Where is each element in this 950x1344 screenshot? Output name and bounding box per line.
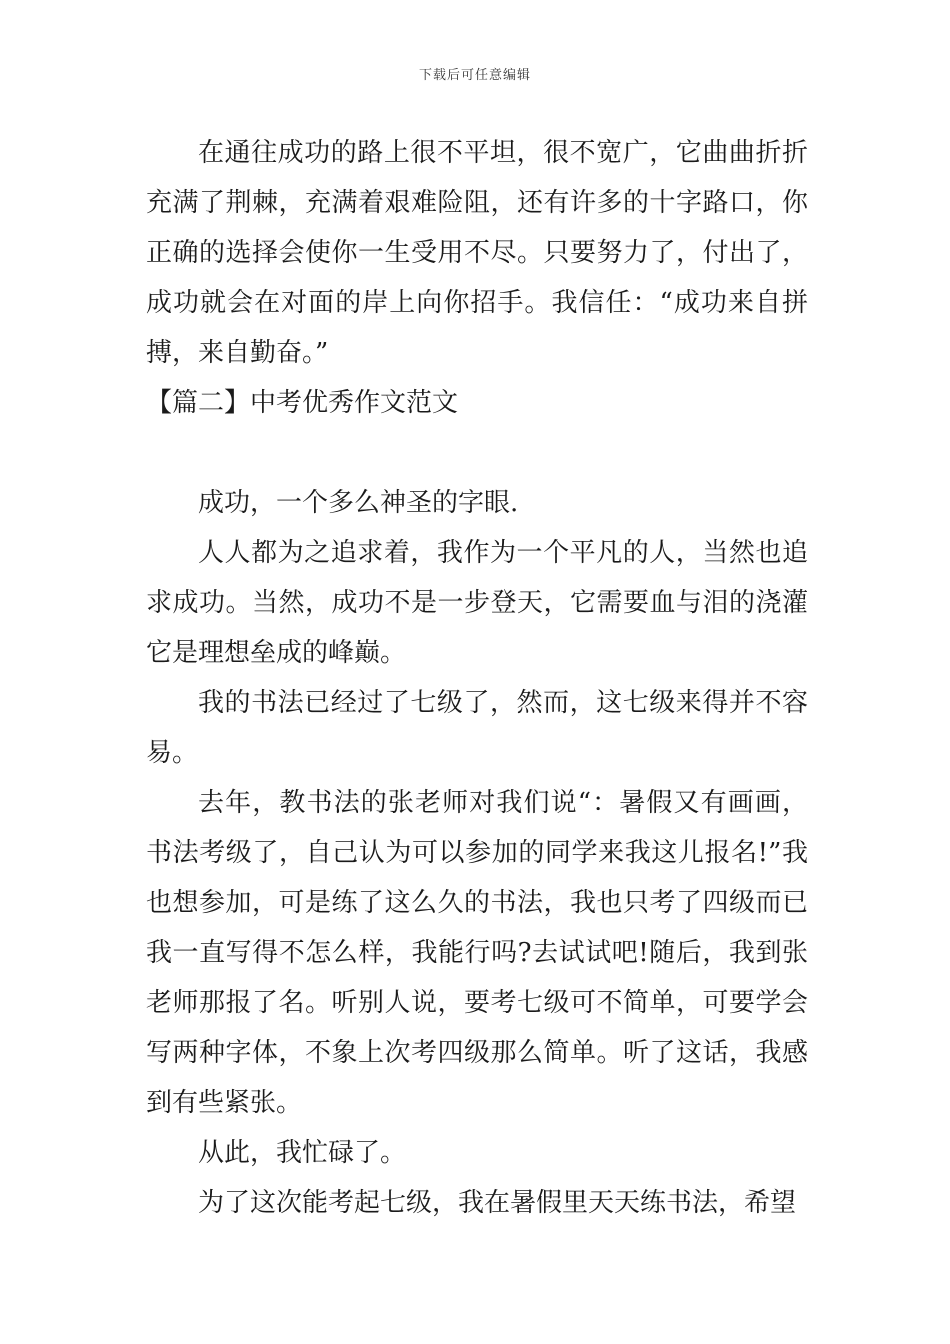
- paragraph: 去年，教书法的张老师对我们说“：暑假又有画画，书法考级了，自己认为可以参加的同学来我这儿报名!”我也想参加，可是练了这么久的书法，我也只考了四级而已我一直写得不怎么样，我能行吗?去试试吧!随后，我到张老师那报了名。听别人说，要考七级可不简单，可要学会写两种字体，不象上次考四级那么简单。听了这话，我感到有些紧张。: [146, 788, 808, 1118]
- paragraph: 为了这次能考起七级，我在暑假里天天练书法，希望: [198, 1188, 797, 1218]
- paragraph: 从此，我忙碌了。: [198, 1138, 407, 1168]
- paragraph: 人人都为之追求着，我作为一个平凡的人，当然也追求成功。当然，成功不是一步登天，它需要血与泪的浇灌它是理想垒成的峰巅。: [146, 538, 808, 668]
- paragraph: 我的书法已经过了七级了，然而，这七级来得并不容易。: [146, 688, 808, 768]
- paragraph: 成功，一个多么神圣的字眼.: [198, 488, 519, 518]
- document-body: [146, 128, 808, 1228]
- page-header: 下载后可任意编辑: [418, 68, 531, 83]
- section-heading: 【篇二】中考优秀作文范文: [146, 388, 459, 418]
- paragraph: 在通往成功的路上很不平坦，很不宽广，它曲曲折折充满了荆棘，充满着艰难险阻，还有许多的十字路口，你正确的选择会使你一生受用不尽。只要努力了，付出了，成功就会在对面的岸上向你招手。我信任：“成功来自拼搏，来自勤奋。”: [146, 138, 808, 368]
- blank-line: [146, 428, 808, 478]
